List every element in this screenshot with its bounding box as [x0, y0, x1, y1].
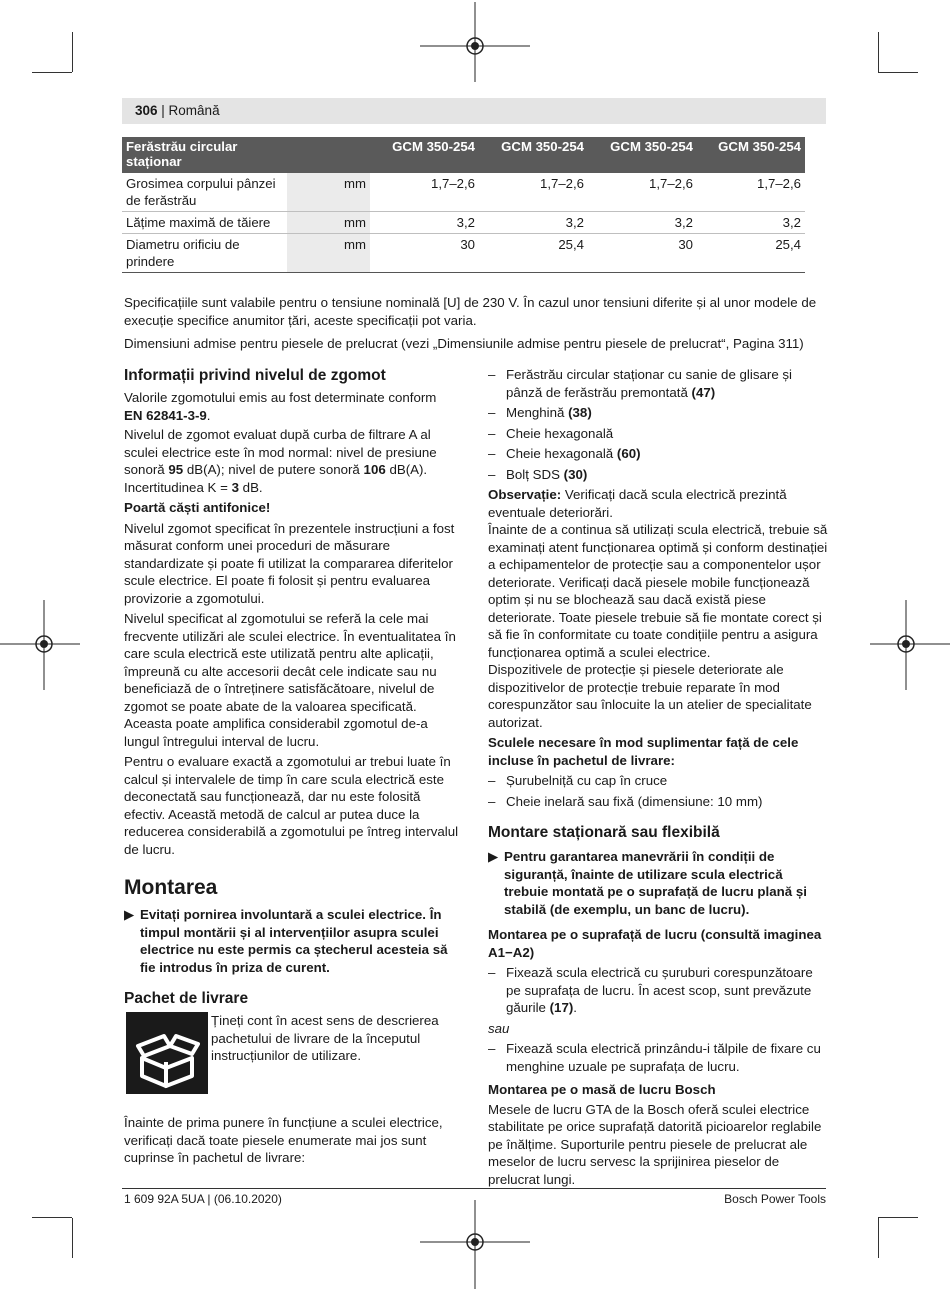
noise-title: Informații privind nivelul de zgomot [124, 367, 386, 384]
surface-title: Montarea pe o suprafață de lucru (consultă imaginea A1−A2) [488, 927, 822, 960]
table-header: GCM 350-254 [697, 137, 805, 173]
table-header: Ferăstrău circular staționar [122, 137, 287, 173]
cell-value: 25,4 [697, 234, 805, 273]
row-unit: mm [287, 212, 370, 234]
cell-value: 3,2 [479, 212, 588, 234]
footer-divider [122, 1188, 826, 1189]
bosch-table-title: Montarea pe o masă de lucru Bosch [488, 1082, 716, 1097]
package-title: Pachet de livrare [124, 990, 249, 1007]
noise-text: Nivelul de zgomot evaluat după curba de filtrare A al sculei electrice este în mod normal: nivel de presiune sonoră [124, 427, 437, 477]
table-row [122, 173, 805, 212]
cell-value: 1,7–2,6 [370, 173, 479, 212]
list-item: – Menghină (38) [488, 405, 592, 420]
mounting-warning [124, 906, 464, 976]
mounting-title: Montarea [124, 876, 218, 899]
crop-mark [32, 1217, 72, 1218]
crop-mark [878, 1217, 918, 1218]
mounting-warning-text: Evitați pornirea involuntară a sculei electrice. În timpul montării și al intervențiilor asupra sculei electrice nu este permis ca ștecherul acesteia să fie introdus în priza de curent. [140, 907, 448, 975]
page-header: 306 | Română [135, 103, 220, 118]
noise-text: dB. [242, 479, 263, 495]
standard-code: EN 62841-3-9 [124, 407, 207, 423]
table-header: GCM 350-254 [479, 137, 588, 173]
cell-value: 25,4 [479, 234, 588, 273]
cell-value: 3,2 [588, 212, 697, 234]
item-ref: (38) [568, 405, 592, 420]
package-paragraph: Înainte de prima punere în funcțiune a sculei electrice, verificați dacă toate piesele enumerate mai jos sunt cuprinse în pachetul de livrare: [124, 1115, 443, 1165]
voltage-note: Specificațiile sunt valabile pentru o tensiune nominală [U] de 230 V. În cazul unor tensiuni diferite și al unor modele de execuție specifice anumitor țări, aceste specificații pot varia. [124, 295, 817, 328]
surface-item-text: Fixează scula electrică cu șuruburi corespunzătoare pe suprafața de lucru. În acest scop, sunt prevăzute găurile [506, 965, 813, 1015]
list-item: – Cheie inelară sau fixă (dimensiune: 10 mm) [488, 793, 763, 809]
right-column [488, 366, 828, 1188]
item-ref: (30) [563, 466, 588, 482]
list-item: – Bolț SDS (30) [488, 466, 588, 482]
crop-mark [72, 32, 73, 72]
table-header: GCM 350-254 [370, 137, 479, 173]
crop-mark [72, 1218, 73, 1258]
noise-paragraph-3: Nivelul zgomot specificat în prezentele instrucțiuni a fost măsurat conform unei proceduri de măsurare standardizate și poate fi utilizat la compararea diferitelor scule electrice. El poate fi folosit și pentru evaluarea provizorie a zgomotului. [124, 520, 455, 606]
list-item: – Fixează scula electrică cu șuruburi corespunzătoare pe suprafața de lucru. În acest scop, sunt prevăzute găurile (17). [488, 965, 813, 1015]
row-unit: mm [287, 234, 370, 273]
stationary-warning [488, 848, 828, 918]
tool-text: Cheie inelară sau fixă (dimensiune: 10 mm) [506, 793, 763, 809]
row-unit: mm [287, 173, 370, 212]
crop-mark [878, 72, 918, 73]
item-text: Menghină [506, 405, 565, 420]
observation-paragraph-2: Dispozitivele de protecție și piesele deteriorate ale dispozitivelor de protecție trebuie reparate în mod corespunzător sau înlocuite la un atelier de specialitate autorizat. [488, 662, 812, 730]
item-text: Bolț SDS [506, 466, 560, 482]
item-ref: (47) [691, 384, 716, 400]
noise-text: Valorile zgomotului emis au fost determinate conform [124, 390, 437, 405]
noise-text: dB(A). Incertitudinea K = [124, 462, 428, 495]
cell-value: 3,2 [697, 212, 805, 234]
table-header [287, 137, 370, 173]
noise-paragraph-1: Valorile zgomotului emis au fost determinate conform EN 62841-3-9. [124, 390, 437, 423]
cell-value: 3,2 [370, 212, 479, 234]
observation-label: Observație: [488, 487, 562, 502]
sound-power-value: 106 [363, 462, 386, 477]
observation-paragraph: Înainte de a continua să utilizați scula electrică, trebuie să examinați atent funcționarea optimă și conform destinației a echipamentelor de protecție sau a componentelor ușor deteriorate. Verificați dacă piesele mobile funcționează optim și nu se blochează sau dacă există piese deteriorate. Toate piesele trebuie să fie montate corect și să fie în conformitate cu toate condițiile pentru a asigura funcționarea optimă a sculei electrice. [488, 522, 828, 660]
header-language: Română [168, 103, 220, 118]
cell-value: 1,7–2,6 [697, 173, 805, 212]
tool-text: Șurubelniță cu cap în cruce [506, 773, 668, 788]
list-item: – Ferăstrău circular staționar cu sanie de glisare și pânză de ferăstrău premontată (47) [488, 367, 793, 400]
crop-mark [32, 72, 72, 73]
noise-paragraph-2 [124, 426, 464, 496]
sound-pressure-value: 95 [168, 462, 184, 477]
crop-mark [878, 32, 879, 72]
list-item: – Fixează scula electrică prinzându-i tălpile de fixare cu menghine uzuale pe suprafața de lucru. [488, 1041, 821, 1074]
page-header-bar [122, 98, 826, 124]
package-note-block [124, 1012, 464, 1094]
registration-mark-icon [870, 600, 950, 690]
stationary-warning-text: Pentru garantarea manevrării în condiții de siguranță, înainte de utilizare scula electrică trebuie montată pe o suprafață de lucru plană și stabilă (de exemplu, un banc de lucru). [504, 849, 807, 917]
item-text: Cheie hexagonală [506, 425, 614, 441]
item-ref: (17) [549, 1000, 574, 1015]
row-label: Grosimea corpului pânzei de ferăstrău [122, 173, 287, 212]
footer-doc-code: 1 609 92A 5UA | (06.10.2020) [124, 1192, 282, 1206]
surface-item-text: Fixează scula electrică prinzându-i tălpile de fixare cu menghine uzuale pe suprafața de lucru. [506, 1041, 821, 1074]
bosch-table-paragraph: Mesele de lucru GTA de la Bosch oferă sculei electrice stabilitate pe orice suprafață datorită picioarelor reglabile pe înălțime. Suporturile pentru piesele de prelucrat ale meselor de lucru servesc la sprijinirea pieselor de prelucrat lungi. [488, 1101, 822, 1187]
item-text: Ferăstrău circular staționar cu sanie de glisare și pânză de ferăstrău premontată [506, 367, 793, 400]
list-item: – Cheie hexagonală (60) [488, 446, 641, 461]
tools-title: Sculele necesare în mod suplimentar față de cele incluse în pachetul de livrare: [488, 735, 799, 768]
table-header: GCM 350-254 [588, 137, 697, 173]
item-text: Cheie hexagonală [506, 446, 614, 461]
cell-value: 1,7–2,6 [588, 173, 697, 212]
registration-mark-icon [420, 2, 530, 82]
table-row [122, 234, 805, 273]
page-number: 306 [135, 103, 158, 118]
table-row [122, 212, 805, 234]
or-text: sau [488, 1020, 510, 1036]
cell-value: 1,7–2,6 [479, 173, 588, 212]
specs-table [122, 137, 805, 273]
crop-mark [878, 1218, 879, 1258]
observation [488, 486, 828, 521]
package-box-icon [126, 1012, 208, 1094]
ear-protection-warning: Poartă căști antifonice! [124, 500, 271, 515]
left-column [124, 367, 464, 1167]
footer-brand: Bosch Power Tools [724, 1192, 826, 1206]
noise-paragraph-4: Nivelul specificat al zgomotului se referă la cele mai frecvente utilizări ale sculei electrice. În eventualitatea în care scula electrică este utilizată pentru alte aplicații, împreună cu alte accesorii decât cele indicate sau nu beneficiază de o întreținere satisfăcătoare, nivelul de zgomot se poate abate de la valoarea specificată. Aceasta poate amplifica considerabil zgomotul de-a lungul întregului interval de lucru. [124, 611, 456, 749]
stationary-title: Montare staționară sau flexibilă [488, 824, 720, 841]
bullet-arrow-icon: ▶ [488, 849, 499, 864]
item-ref: (60) [616, 446, 641, 461]
registration-mark-icon [0, 600, 80, 690]
list-item: – Cheie hexagonală [488, 425, 614, 441]
noise-text: dB(A); nivel de putere sonoră [186, 462, 360, 477]
registration-mark-icon [420, 1200, 530, 1289]
package-note: Țineți cont în acest sens de descrierea pachetului de livrare de la începutul instrucțiunilor de utilizare. [211, 1013, 439, 1063]
observation-text: Verificați dacă scula electrică prezintă eventuale deteriorări. [488, 487, 787, 520]
cell-value: 30 [370, 234, 479, 273]
row-label: Lățime maximă de tăiere [122, 212, 287, 234]
dimensions-note: Dimensiuni admise pentru piesele de prelucrat (vezi „Dimensiunile admise pentru piesele de prelucrat“, Pagina 311) [124, 336, 804, 351]
table-header-row [122, 137, 805, 173]
cell-value: 30 [588, 234, 697, 273]
row-label: Diametru orificiu de prindere [122, 234, 287, 273]
bullet-arrow-icon: ▶ [124, 907, 135, 922]
uncertainty-value: 3 [231, 479, 239, 495]
noise-paragraph-5: Pentru o evaluare exactă a zgomotului ar trebui luate în calcul și intervalele de timp în care scula electrică este deconectată sau funcționează, dar nu este folosită efectiv. Această metodă de calcul ar putea duce la reducerea considerabilă a zgomotului pe întreg intervalul de lucru. [124, 754, 459, 857]
list-item: – Șurubelniță cu cap în cruce [488, 773, 668, 788]
